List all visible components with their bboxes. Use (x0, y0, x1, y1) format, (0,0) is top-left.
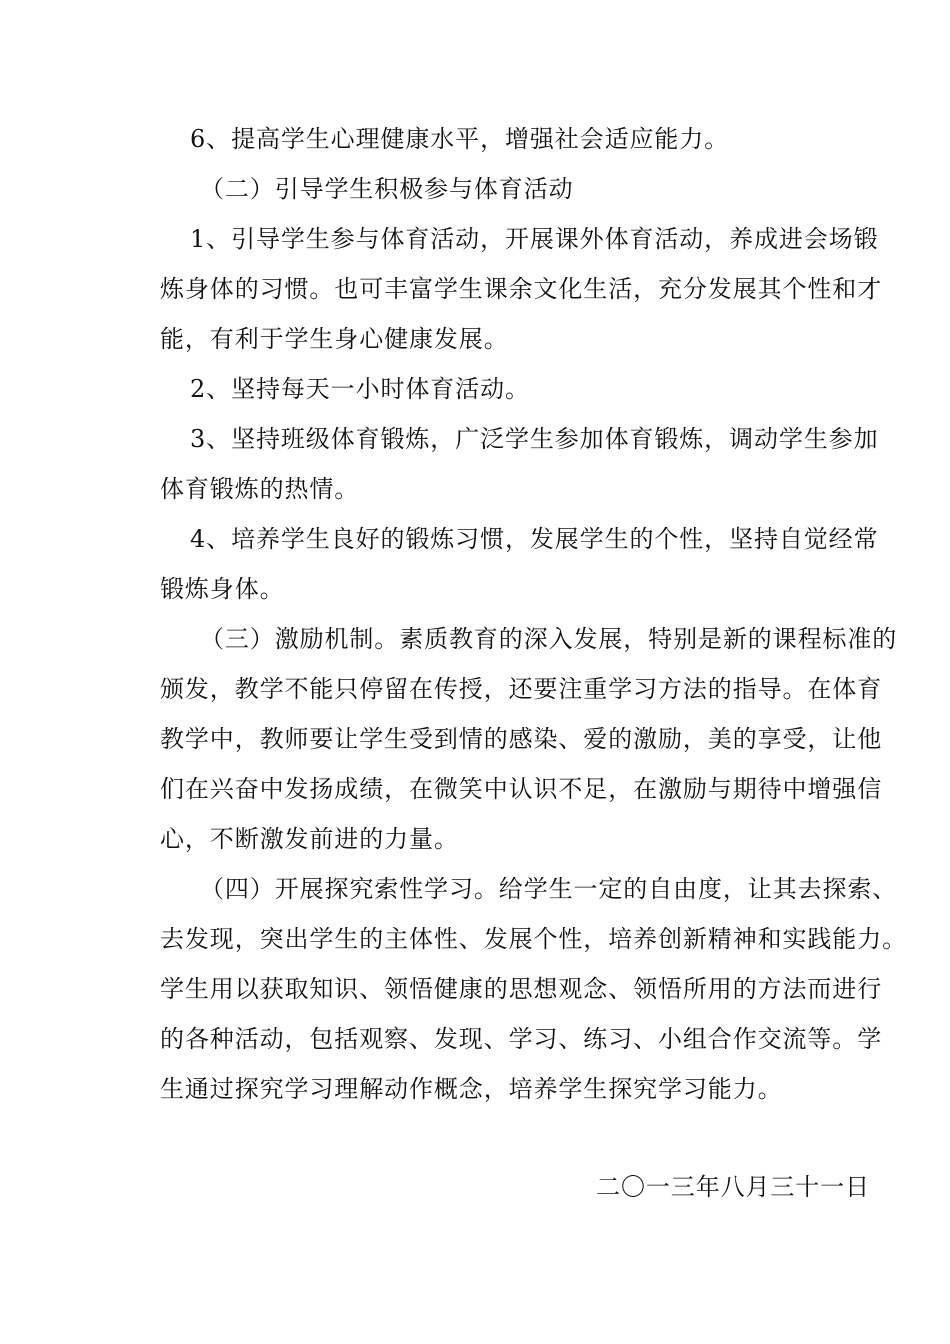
text-line: 3、坚持班级体育锻炼，广泛学生参加体育锻炼，调动学生参加 (190, 425, 879, 453)
text-line: 能，有利于学生身心健康发展。 (160, 325, 509, 353)
text-line: 体育锻炼的热情。 (160, 475, 360, 503)
text-line: 炼身体的习惯。也可丰富学生课余文化生活，充分发展其个性和才 (160, 275, 883, 303)
text-line: 心，不断激发前进的力量。 (160, 825, 459, 853)
text-line: 们在兴奋中发扬成绩，在微笑中认识不足，在激励与期待中增强信 (160, 775, 883, 803)
text-line: 1、引导学生参与体育活动，开展课外体育活动，养成进会场锻 (190, 225, 879, 253)
text-line: 生通过探究学习理解动作概念，培养学生探究学习能力。 (160, 1075, 783, 1103)
text-line: 4、培养学生良好的锻炼习惯，发展学生的个性，坚持自觉经常 (190, 525, 879, 553)
text-line: 6、提高学生心理健康水平，增强社会适应能力。 (190, 125, 730, 153)
text-line: 2、坚持每天一小时体育活动。 (190, 375, 530, 403)
section-heading: （二）引导学生积极参与体育活动 (200, 175, 574, 203)
text-line: 教学中，教师要让学生受到情的感染、爱的激励，美的享受，让他 (160, 725, 883, 753)
text-line: 学生用以获取知识、领悟健康的思想观念、领悟所用的方法而进行 (160, 975, 883, 1003)
text-line: 锻炼身体。 (160, 575, 285, 603)
text-line: 的各种活动，包括观察、发现、学习、练习、小组合作交流等。学 (160, 1025, 883, 1053)
section-heading: （四）开展探究索性学习。给学生一定的自由度，让其去探索、 (200, 875, 898, 903)
section-heading: （三）激励机制。素质教育的深入发展，特别是新的课程标准的 (200, 625, 898, 653)
document-date: 二〇一三年八月三十一日 (596, 1173, 870, 1201)
text-line: 颁发，教学不能只停留在传授，还要注重学习方法的指导。在体育 (160, 675, 883, 703)
text-line: 去发现，突出学生的主体性、发展个性，培养创新精神和实践能力。 (160, 925, 907, 953)
